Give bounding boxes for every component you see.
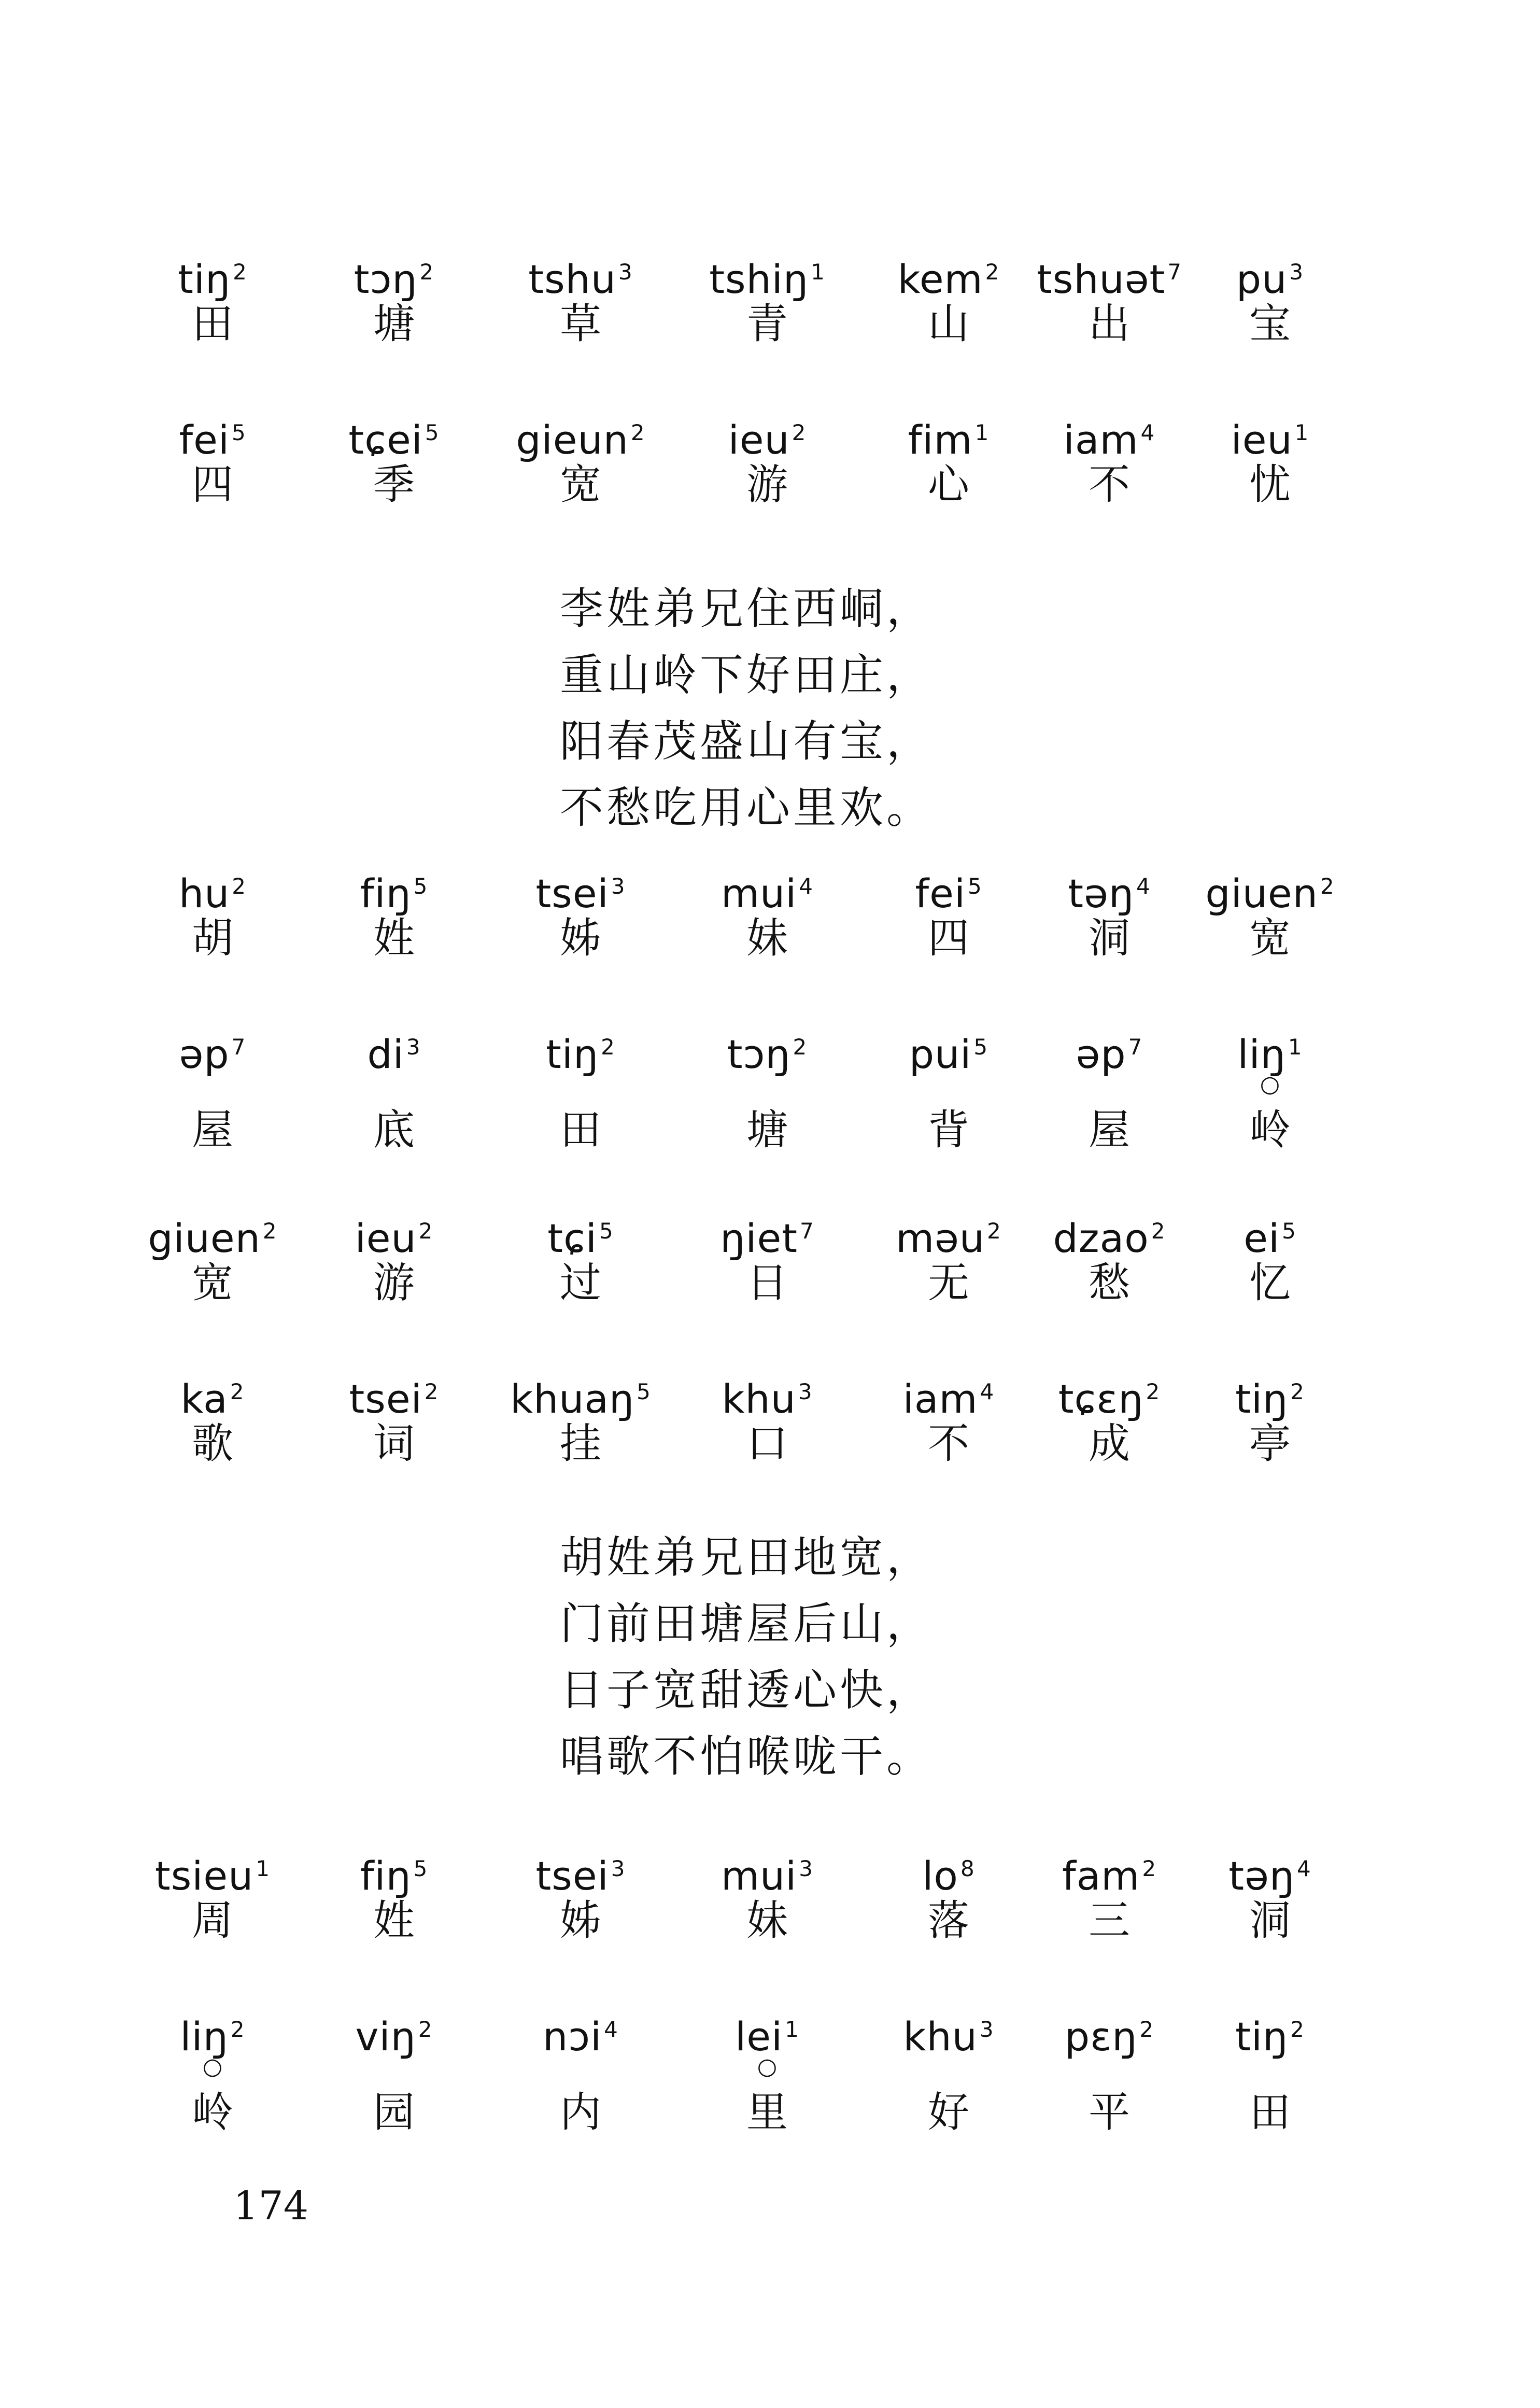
- romanization: [1024, 249, 1195, 303]
- romanization: [127, 2006, 298, 2060]
- tone-number: 5: [231, 420, 246, 445]
- romanization-base: əp: [1076, 1031, 1126, 1077]
- tone-number: 5: [599, 1218, 614, 1244]
- chinese-character: 心: [928, 460, 969, 509]
- chinese-character: 三: [1089, 1896, 1130, 1945]
- romanization-base: khuaŋ: [510, 1376, 635, 1422]
- tone-number: 2: [418, 1218, 433, 1244]
- romanization-base: tsieu: [154, 1853, 254, 1899]
- tone-number: 2: [601, 1034, 615, 1060]
- chinese-character: 姓: [373, 1896, 415, 1945]
- romanization-base: di: [367, 1031, 404, 1077]
- romanization: [1184, 1369, 1355, 1423]
- romanization-base: tɔŋ: [727, 1031, 791, 1077]
- poem-line: 门前田塘屋后山，: [560, 1598, 934, 1649]
- romanization-base: mui: [720, 1853, 797, 1899]
- chinese-character: 四: [192, 460, 233, 509]
- romanization-base: ka: [180, 1376, 228, 1422]
- poem-line: 重山岭下好田庄，: [560, 650, 934, 700]
- tone-number: 2: [233, 259, 247, 285]
- romanization-base: lei: [735, 2013, 783, 2060]
- chinese-character: 游: [746, 460, 788, 509]
- page-number: 174: [233, 2182, 309, 2229]
- tone-number: 2: [1320, 874, 1335, 899]
- romanization-base: tiŋ: [1235, 1376, 1289, 1422]
- tone-number: 2: [987, 1218, 1001, 1244]
- romanization-base: tiŋ: [178, 256, 231, 302]
- romanization-base: dzao: [1053, 1215, 1149, 1261]
- tone-number: 3: [611, 1856, 626, 1881]
- tone-number: 2: [424, 1379, 439, 1404]
- romanization-base: gieun: [516, 417, 629, 463]
- chinese-character: 背: [928, 1106, 969, 1154]
- gloss-row: [0, 1208, 1540, 1363]
- romanization: [495, 410, 666, 463]
- tone-number: 5: [967, 874, 982, 899]
- romanization: [1184, 249, 1355, 303]
- tone-number: 5: [425, 420, 440, 445]
- tone-number: 5: [1282, 1218, 1296, 1244]
- chinese-character: 洞: [1089, 914, 1130, 962]
- romanization: [1024, 863, 1195, 917]
- romanization: [1024, 1846, 1195, 1899]
- romanization-base: tiŋ: [1235, 2013, 1289, 2060]
- romanization: [682, 1024, 853, 1078]
- tone-number: 1: [1294, 420, 1309, 445]
- tone-number: 8: [960, 1856, 975, 1881]
- chinese-character: 宽: [560, 460, 601, 509]
- tone-number: 4: [604, 2017, 618, 2042]
- romanization-base: pui: [909, 1031, 972, 1077]
- romanization-base: khu: [722, 1376, 796, 1422]
- gloss-row: [0, 410, 1540, 565]
- romanization-base: iam: [1063, 417, 1139, 463]
- chinese-character: 青: [746, 300, 788, 348]
- romanization-base: tshu: [528, 256, 616, 302]
- romanization: [1024, 1024, 1195, 1078]
- romanization: [682, 410, 853, 463]
- poem-line: 阳春茂盛山有宝，: [560, 716, 934, 767]
- tone-number: 2: [1290, 1379, 1305, 1404]
- chinese-character: 愁: [1089, 1259, 1130, 1307]
- romanization: [127, 410, 298, 463]
- romanization-base: liŋ: [1237, 1031, 1286, 1077]
- tone-number: 2: [1290, 2017, 1305, 2042]
- tone-number: 2: [1139, 2017, 1154, 2042]
- romanization: [1024, 1208, 1195, 1262]
- romanization-base: fei: [179, 417, 230, 463]
- romanization-base: ei: [1244, 1215, 1280, 1261]
- poem-line: 日子宽甜透心快，: [560, 1665, 934, 1715]
- chinese-character: 山: [928, 300, 969, 348]
- romanization: [682, 863, 853, 917]
- romanization: [1184, 1208, 1355, 1262]
- chinese-character: 挂: [560, 1419, 601, 1468]
- romanization: [682, 1208, 853, 1262]
- romanization: [127, 1369, 298, 1423]
- tone-number: 5: [413, 874, 428, 899]
- romanization: [863, 249, 1034, 303]
- romanization-base: əp: [179, 1031, 230, 1077]
- romanization: [308, 1208, 479, 1262]
- tone-number: 2: [232, 874, 247, 899]
- tone-number: 2: [793, 1034, 808, 1060]
- chinese-character: 四: [928, 914, 969, 962]
- chinese-character: 塘: [746, 1106, 788, 1154]
- romanization: [495, 1369, 666, 1423]
- romanization: [682, 249, 853, 303]
- romanization: [1184, 863, 1355, 917]
- chinese-character: 屋: [192, 1106, 233, 1154]
- romanization: [127, 863, 298, 917]
- romanization: [308, 863, 479, 917]
- romanization-base: tsei: [535, 870, 609, 917]
- romanization-base: tshuət: [1036, 256, 1166, 302]
- romanization: [495, 1208, 666, 1262]
- chinese-character: 田: [1249, 2088, 1291, 2136]
- romanization: [495, 2006, 666, 2060]
- tone-number: 4: [980, 1379, 995, 1404]
- romanization: [863, 1208, 1034, 1262]
- romanization: [127, 1024, 298, 1078]
- romanization: [127, 1208, 298, 1262]
- romanization: [863, 1369, 1034, 1423]
- chinese-character: 妹: [746, 914, 788, 962]
- romanization: [308, 1369, 479, 1423]
- romanization-base: nɔi: [543, 2013, 602, 2060]
- gloss-row: [0, 2006, 1540, 2162]
- chinese-character: 周: [192, 1896, 233, 1945]
- romanization: [863, 863, 1034, 917]
- chinese-character: 不: [1089, 460, 1130, 509]
- chinese-character: 平: [1089, 2088, 1130, 2136]
- tone-number: 5: [413, 1856, 428, 1881]
- tone-number: 1: [785, 2017, 799, 2042]
- tone-number: 7: [231, 1034, 246, 1060]
- romanization: [495, 249, 666, 303]
- romanization: [1024, 1369, 1195, 1423]
- tone-number: 2: [985, 259, 1000, 285]
- chinese-character: 田: [192, 300, 233, 348]
- gloss-row: [0, 863, 1540, 1019]
- tone-number: 7: [1128, 1034, 1143, 1060]
- romanization: [863, 2006, 1034, 2060]
- chinese-character: 姊: [560, 914, 601, 962]
- romanization-base: fam: [1062, 1853, 1140, 1899]
- chinese-character: 妹: [746, 1896, 788, 1945]
- chinese-character: 落: [928, 1896, 969, 1945]
- romanization-base: khu: [903, 2013, 978, 2060]
- romanization: [127, 249, 298, 303]
- tone-number: 3: [798, 1379, 813, 1404]
- tone-number: 4: [799, 874, 814, 899]
- romanization-base: təŋ: [1228, 1853, 1295, 1899]
- poem-line: 唱歌不怕喉咙干。: [560, 1731, 934, 1782]
- romanization-base: ŋiet: [720, 1215, 798, 1261]
- romanization: [682, 1369, 853, 1423]
- romanization: [308, 2006, 479, 2060]
- romanization-base: tɕi: [547, 1215, 597, 1261]
- tone-number: 2: [419, 259, 434, 285]
- chinese-character: 田: [560, 1106, 601, 1154]
- chinese-character: 忆: [1249, 1259, 1291, 1307]
- chinese-character: 胡: [192, 914, 233, 962]
- tone-number: 2: [630, 420, 645, 445]
- chinese-character: 姓: [373, 914, 415, 962]
- chinese-character: 无: [928, 1259, 969, 1307]
- chinese-character: 过: [560, 1259, 601, 1307]
- romanization-base: fiŋ: [360, 1853, 412, 1899]
- chinese-character: 草: [560, 300, 601, 348]
- romanization: [1184, 1024, 1355, 1078]
- romanization-base: pɛŋ: [1064, 2013, 1138, 2060]
- romanization-base: pu: [1236, 256, 1288, 302]
- romanization: [1184, 2006, 1355, 2060]
- romanization-base: giuen: [1205, 870, 1318, 917]
- chinese-character: 歌: [192, 1419, 233, 1468]
- chinese-character: 岭: [192, 2088, 233, 2136]
- gloss-row: [0, 249, 1540, 404]
- chinese-character: 姊: [560, 1896, 601, 1945]
- tone-number: 4: [1136, 874, 1151, 899]
- romanization-base: iam: [902, 1376, 978, 1422]
- romanization: [495, 1024, 666, 1078]
- chinese-character: 屋: [1089, 1106, 1130, 1154]
- chinese-character: 洞: [1249, 1896, 1291, 1945]
- romanization: [1184, 1846, 1355, 1899]
- romanization: [863, 1846, 1034, 1899]
- romanization: [127, 1846, 298, 1899]
- poem-line: 胡姓弟兄田地宽，: [560, 1532, 934, 1583]
- romanization-base: ieu: [355, 1215, 417, 1261]
- romanization-base: tsei: [349, 1376, 422, 1422]
- romanization: [495, 863, 666, 917]
- tone-number: 4: [1297, 1856, 1311, 1881]
- chinese-character: 出: [1089, 300, 1130, 348]
- tone-number: 2: [1146, 1379, 1161, 1404]
- chinese-character: 好: [928, 2088, 969, 2136]
- romanization: [682, 1846, 853, 1899]
- romanization-base: giuen: [148, 1215, 261, 1261]
- tone-number: 2: [418, 2017, 433, 2042]
- chinese-character: 成: [1089, 1419, 1130, 1468]
- circle-mark: ○: [1260, 1071, 1280, 1097]
- chinese-character: 园: [373, 2088, 415, 2136]
- chinese-character: 日: [746, 1259, 788, 1307]
- chinese-character: 岭: [1249, 1106, 1291, 1154]
- romanization: [1184, 410, 1355, 463]
- poem-line: 不愁吃用心里欢。: [560, 782, 934, 833]
- chinese-character: 宽: [192, 1259, 233, 1307]
- romanization-base: fei: [915, 870, 966, 917]
- chinese-character: 词: [373, 1419, 415, 1468]
- romanization-base: tsei: [535, 1853, 609, 1899]
- romanization-base: tshiŋ: [709, 256, 809, 302]
- circle-mark: ○: [202, 2053, 223, 2080]
- romanization: [1024, 410, 1195, 463]
- tone-number: 1: [974, 420, 990, 445]
- romanization: [308, 1846, 479, 1899]
- romanization: [863, 410, 1034, 463]
- romanization-base: kem: [897, 256, 983, 302]
- romanization: [863, 1024, 1034, 1078]
- chinese-character: 里: [746, 2088, 788, 2136]
- romanization-base: tɔŋ: [354, 256, 418, 302]
- gloss-row: [0, 1369, 1540, 1524]
- romanization-base: mui: [720, 870, 797, 917]
- romanization: [308, 1024, 479, 1078]
- chinese-character: 底: [373, 1106, 415, 1154]
- circle-mark: ○: [757, 2053, 778, 2080]
- romanization-base: lo: [922, 1853, 958, 1899]
- tone-number: 1: [1288, 1034, 1303, 1060]
- romanization: [308, 410, 479, 463]
- romanization: [682, 2006, 853, 2060]
- tone-number: 1: [811, 259, 825, 285]
- tone-number: 3: [1289, 259, 1304, 285]
- tone-number: 2: [230, 1379, 245, 1404]
- tone-number: 1: [256, 1856, 271, 1881]
- chinese-character: 塘: [373, 300, 415, 348]
- chinese-character: 游: [373, 1259, 415, 1307]
- poem-line: 李姓弟兄住西峒，: [560, 583, 934, 634]
- romanization-base: təŋ: [1068, 870, 1134, 917]
- chinese-character: 内: [560, 2088, 601, 2136]
- tone-number: 7: [800, 1218, 814, 1244]
- tone-number: 2: [1142, 1856, 1157, 1881]
- romanization: [1024, 2006, 1195, 2060]
- romanization-base: viŋ: [355, 2013, 416, 2060]
- chinese-character: 宝: [1249, 300, 1291, 348]
- tone-number: 7: [1167, 259, 1182, 285]
- poem: [560, 1524, 1285, 1790]
- tone-number: 2: [230, 2017, 245, 2042]
- tone-number: 3: [611, 874, 626, 899]
- tone-number: 3: [799, 1856, 814, 1881]
- romanization-base: ieu: [1231, 417, 1293, 463]
- tone-number: 3: [618, 259, 633, 285]
- tone-number: 2: [262, 1218, 277, 1244]
- chinese-character: 不: [928, 1419, 969, 1468]
- tone-number: 5: [973, 1034, 988, 1060]
- tone-number: 2: [792, 420, 807, 445]
- romanization: [495, 1846, 666, 1899]
- romanization-base: hu: [178, 870, 230, 917]
- tone-number: 2: [1151, 1218, 1166, 1244]
- chinese-character: 亭: [1249, 1419, 1291, 1468]
- tone-number: 4: [1140, 420, 1155, 445]
- romanization: [308, 249, 479, 303]
- romanization-base: tiŋ: [546, 1031, 599, 1077]
- gloss-row: [0, 1846, 1540, 2001]
- gloss-row: [0, 1024, 1540, 1179]
- chinese-character: 口: [746, 1419, 788, 1468]
- romanization-base: fim: [908, 417, 973, 463]
- tone-number: 3: [406, 1034, 421, 1060]
- romanization-base: liŋ: [180, 2013, 229, 2060]
- romanization-base: tɕɛŋ: [1058, 1376, 1144, 1422]
- romanization-base: məu: [896, 1215, 985, 1261]
- chinese-character: 忧: [1249, 460, 1291, 509]
- poem: [560, 575, 1285, 841]
- chinese-character: 宽: [1249, 914, 1291, 962]
- chinese-character: 季: [373, 460, 415, 509]
- tone-number: 3: [979, 2017, 994, 2042]
- tone-number: 5: [637, 1379, 651, 1404]
- romanization-base: tɕei: [348, 417, 423, 463]
- romanization-base: fiŋ: [360, 870, 412, 917]
- romanization-base: ieu: [728, 417, 790, 463]
